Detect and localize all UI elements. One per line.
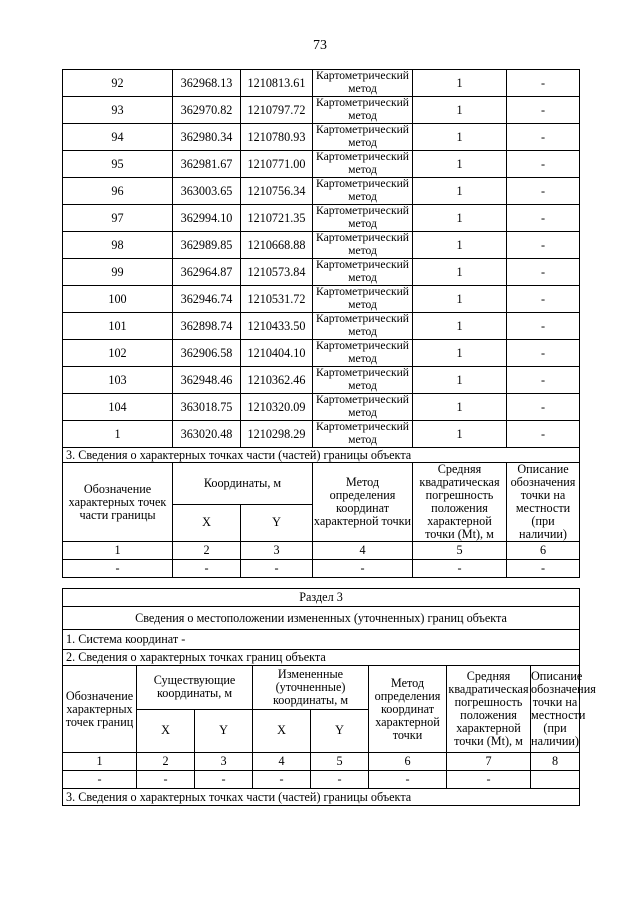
point-number: 101	[63, 313, 173, 340]
point-y: 1210797.72	[241, 97, 313, 124]
header-method: Метод определения координат характерной точки	[313, 463, 413, 542]
column-numbers-row: 1 2 3 4 5 6	[63, 542, 580, 560]
point-method: Картометрический метод	[313, 421, 413, 448]
point-desc: -	[507, 340, 580, 367]
point-method: Картометрический метод	[313, 286, 413, 313]
point-y: 1210573.84	[241, 259, 313, 286]
point-mt: 1	[413, 340, 507, 367]
point-mt: 1	[413, 232, 507, 259]
point-mt: 1	[413, 70, 507, 97]
point-number: 97	[63, 205, 173, 232]
point-row	[63, 232, 580, 259]
s3-header-y-existing: Y	[195, 709, 253, 753]
point-y: 1210298.29	[241, 421, 313, 448]
point-number: 99	[63, 259, 173, 286]
section-title: Раздел 3	[63, 589, 580, 607]
point-desc: -	[507, 232, 580, 259]
point-desc: -	[507, 394, 580, 421]
s3-header-designation: Обозначение характерных точек границ	[63, 666, 137, 753]
point-row	[63, 286, 580, 313]
point-y: 1210813.61	[241, 70, 313, 97]
point-mt: 1	[413, 421, 507, 448]
point-number: 95	[63, 151, 173, 178]
point-method: Картометрический метод	[313, 124, 413, 151]
point-number: 100	[63, 286, 173, 313]
part-section-heading: 3. Сведения о характерных точках части (частей) границы объекта	[63, 448, 580, 463]
point-row	[63, 421, 580, 448]
point-row	[63, 205, 580, 232]
point-method: Картометрический метод	[313, 205, 413, 232]
point-y: 1210320.09	[241, 394, 313, 421]
s3-column-numbers-row: 1 2 3 4 5 6 7 8	[63, 753, 580, 771]
point-x: 362946.74	[173, 286, 241, 313]
point-y: 1210668.88	[241, 232, 313, 259]
point-method: Картометрический метод	[313, 367, 413, 394]
point-method: Картометрический метод	[313, 151, 413, 178]
point-y: 1210404.10	[241, 340, 313, 367]
point-number: 1	[63, 421, 173, 448]
coord-system: 1. Система координат -	[63, 630, 580, 650]
point-x: 362968.13	[173, 70, 241, 97]
point-y: 1210531.72	[241, 286, 313, 313]
point-x: 362980.34	[173, 124, 241, 151]
s3-header-changed: Измененные (уточненные) координаты, м	[253, 666, 369, 710]
point-y: 1210771.00	[241, 151, 313, 178]
point-x: 362989.85	[173, 232, 241, 259]
point-desc: -	[507, 205, 580, 232]
point-number: 104	[63, 394, 173, 421]
point-row	[63, 70, 580, 97]
point-mt: 1	[413, 313, 507, 340]
point-row	[63, 178, 580, 205]
point-desc: -	[507, 70, 580, 97]
point-row	[63, 367, 580, 394]
point-desc: -	[507, 286, 580, 313]
point-desc: -	[507, 97, 580, 124]
point-desc: -	[507, 178, 580, 205]
point-y: 1210362.46	[241, 367, 313, 394]
point-number: 94	[63, 124, 173, 151]
point-row	[63, 259, 580, 286]
point-desc: -	[507, 124, 580, 151]
point-row	[63, 340, 580, 367]
point-method: Картометрический метод	[313, 313, 413, 340]
header-desc: Описание обозначения точки на местности (при наличии)	[507, 463, 580, 542]
point-method: Картометрический метод	[313, 70, 413, 97]
point-x: 362906.58	[173, 340, 241, 367]
section3-table	[62, 588, 596, 806]
point-desc: -	[507, 367, 580, 394]
empty-row: - - - - - -	[63, 560, 580, 578]
header-mt: Средняя квадратическая погрешность положения характерной точки (Mt), м	[413, 463, 507, 542]
s3-header-x-existing: X	[137, 709, 195, 753]
s3-header-method: Метод определения координат характерной точки	[369, 666, 447, 753]
point-x: 362981.67	[173, 151, 241, 178]
point-x: 362994.10	[173, 205, 241, 232]
s3-header-y-changed: Y	[311, 709, 369, 753]
point-x: 363020.48	[173, 421, 241, 448]
point-mt: 1	[413, 394, 507, 421]
point-x: 362948.46	[173, 367, 241, 394]
header-designation: Обозначение характерных точек части границы	[63, 463, 173, 542]
point-method: Картометрический метод	[313, 178, 413, 205]
point-mt: 1	[413, 205, 507, 232]
point-mt: 1	[413, 367, 507, 394]
point-number: 92	[63, 70, 173, 97]
point-method: Картометрический метод	[313, 340, 413, 367]
points-body	[63, 70, 580, 448]
point-y: 1210756.34	[241, 178, 313, 205]
points-heading: 2. Сведения о характерных точках границ объекта	[63, 650, 580, 666]
page-number: 73	[313, 38, 327, 53]
header-x: X	[173, 504, 241, 541]
point-y: 1210433.50	[241, 313, 313, 340]
point-desc: -	[507, 313, 580, 340]
point-mt: 1	[413, 259, 507, 286]
s3-header-desc: Описание обозначения точки на местности (при наличии)	[531, 666, 580, 753]
point-mt: 1	[413, 286, 507, 313]
point-x: 363018.75	[173, 394, 241, 421]
point-method: Картометрический метод	[313, 394, 413, 421]
point-row	[63, 151, 580, 178]
parts-heading: 3. Сведения о характерных точках части (частей) границы объекта	[63, 789, 580, 806]
point-mt: 1	[413, 97, 507, 124]
point-number: 103	[63, 367, 173, 394]
s3-header-x-changed: X	[253, 709, 311, 753]
point-desc: -	[507, 151, 580, 178]
point-mt: 1	[413, 178, 507, 205]
header-y: Y	[241, 504, 313, 541]
point-desc: -	[507, 259, 580, 286]
point-method: Картометрический метод	[313, 259, 413, 286]
point-mt: 1	[413, 151, 507, 178]
point-method: Картометрический метод	[313, 97, 413, 124]
section-subtitle: Сведения о местоположении измененных (уточненных) границ объекта	[63, 607, 580, 630]
point-row	[63, 97, 580, 124]
s3-header-existing: Существующие координаты, м	[137, 666, 253, 710]
point-x: 363003.65	[173, 178, 241, 205]
point-number: 96	[63, 178, 173, 205]
s3-empty-row: - - - - - - -	[63, 771, 580, 789]
point-number: 102	[63, 340, 173, 367]
point-y: 1210721.35	[241, 205, 313, 232]
point-number: 93	[63, 97, 173, 124]
point-row	[63, 394, 580, 421]
s3-header-mt: Средняя квадратическая погрешность положения характерной точки (Mt), м	[447, 666, 531, 753]
points-table	[62, 69, 580, 578]
point-row	[63, 313, 580, 340]
point-y: 1210780.93	[241, 124, 313, 151]
point-row	[63, 124, 580, 151]
point-x: 362964.87	[173, 259, 241, 286]
point-mt: 1	[413, 124, 507, 151]
point-method: Картометрический метод	[313, 232, 413, 259]
point-desc: -	[507, 421, 580, 448]
point-number: 98	[63, 232, 173, 259]
header-coords: Координаты, м	[173, 463, 313, 505]
point-x: 362898.74	[173, 313, 241, 340]
point-x: 362970.82	[173, 97, 241, 124]
